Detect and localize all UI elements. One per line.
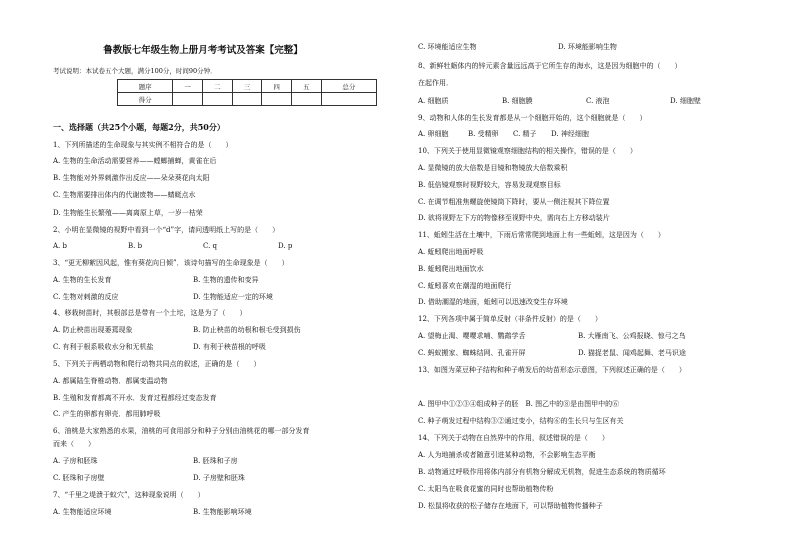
question-4-option-a: A. 防止秧苗出现萎蔫现象	[53, 326, 133, 334]
score-table-header: 题序	[118, 80, 173, 93]
question-8-option-d: D. 细胞壁	[670, 97, 701, 105]
question-6-option-d: D. 子房壁和胚珠	[193, 474, 245, 482]
question-14-option-a: A. 人为地捕杀或者随意引进某种动物，不会影响生态平衡	[418, 451, 596, 459]
question-1-option-d: D. 生物能生长繁殖——离离原上草，一岁一枯荣	[53, 209, 203, 217]
question-9-option-c: C. 精子	[513, 130, 537, 138]
question-12-option-c: C. 蚂蚁搬家、蜘蛛结网、孔雀开屏	[418, 349, 526, 357]
question-5-option-a: A. 都属陆生脊椎动物．都属变温动物	[53, 377, 168, 385]
question-7: 7、“千里之堤溃于蚁穴”，这种现象说明（ ）	[53, 491, 205, 499]
score-table-header: 二	[203, 80, 233, 93]
question-12-option-a: A. 望梅止渴、嘤嘤求哺、鹦鹉学舌	[418, 332, 526, 340]
question-4-options-ab	[53, 326, 393, 335]
question-6-option-a: A. 子房和胚珠	[53, 457, 98, 465]
question-1-option-a: A. 生物的生命活动需要营养——螳螂捕蝉，黄雀在后	[53, 157, 217, 165]
question-7-option-a: A. 生物能适应环境	[53, 508, 112, 516]
question-3-options-cd	[53, 293, 393, 302]
question-14-option-b: B. 动物通过呼吸作用将体内部分有机物分解成无机物，促进生态系统的物质循环	[418, 468, 666, 476]
question-13-option-a: A. 图甲中①②③④组成种子的胚 B. 图乙中的⑧是由图甲中的⑥	[418, 400, 620, 408]
question-7-option-c: C. 环境能适应生物	[418, 43, 477, 51]
question-3-options-ab	[53, 276, 393, 285]
question-14-option-c: C. 太阳鸟在吸食花蜜的同时也帮助植物传粉	[418, 485, 554, 493]
question-3-option-c: C. 生物对刺激的反应	[53, 293, 119, 301]
question-9: 9、动物和人体的生长发育都是从一个细胞开始的，这个细胞就是（ ）	[418, 114, 647, 122]
score-table-header-row	[118, 80, 377, 93]
score-cell	[262, 93, 292, 106]
question-8: 8、新鲜牡蛎体内的锌元素含量远远高于它所生存的海水，这是因为细胞中的（ ）	[418, 62, 682, 70]
question-10: 10、下列关于使用显微镜观察细胞结构的相关操作，错误的是（ ）	[418, 147, 637, 155]
score-table-header: 五	[291, 80, 321, 93]
question-11-option-d: D. 借助潮湿的地面，蚯蚓可以迅速改变生存环境	[418, 298, 568, 306]
score-table-score-row	[118, 93, 377, 106]
question-11-option-b: B. 蚯蚓爬出地面饮水	[418, 265, 484, 273]
question-9-option-a: A. 卵细胞	[418, 130, 449, 138]
page-title: 鲁教版七年级生物上册月考考试及答案【完整】	[103, 45, 303, 56]
question-4-option-c: C. 有利于根系吸收水分和无机盐	[53, 343, 154, 351]
question-8-options	[418, 97, 758, 106]
question-2-option-b: B. b	[128, 242, 143, 250]
question-7-options-ab	[53, 508, 393, 517]
score-cell	[203, 93, 233, 106]
question-1-option-b: B. 生物能对外界刺激作出反应——朵朵葵花向太阳	[53, 174, 210, 182]
question-6-options-ab	[53, 457, 393, 466]
question-5: 5、下列关于两栖动物和爬行动物共同点的叙述，正确的是（ ）	[53, 360, 261, 368]
score-table	[117, 79, 377, 106]
question-4-option-d: D. 有利于秧苗根的呼吸	[193, 343, 266, 351]
question-10-option-a: A. 显微镜的放大倍数是目镜和物镜放大倍数乘积	[418, 164, 568, 172]
score-table-header: 总分	[321, 80, 376, 93]
question-4: 4、移栽树苗时，其根部总是带有一个土坨，这是为了（ ）	[53, 309, 247, 317]
question-11-option-c: C. 蚯蚓喜欢在潮湿的地面爬行	[418, 282, 512, 290]
question-4-options-cd	[53, 343, 393, 352]
score-table-header: 四	[262, 80, 292, 93]
question-7-option-b: B. 生物能影响环境	[193, 508, 252, 516]
question-14-option-d: D. 松鼠将收获的松子储存在地面下，可以帮助植物传播种子	[418, 502, 603, 510]
question-6-option-c: C. 胚珠和子房壁	[53, 474, 105, 482]
question-8-option-a: A. 细胞质	[418, 97, 449, 105]
question-1-option-c: C. 生物需要排出体内的代谢废物——蜻蜓点水	[53, 191, 196, 199]
score-cell	[232, 93, 262, 106]
question-11: 11、蚯蚓生活在土壤中，下雨后常常爬到地面上有一些蚯蚓，这是因为（ ）	[418, 231, 665, 239]
question-11-option-a: A. 蚯蚓爬出地面呼吸	[418, 248, 484, 256]
question-7-options-cd	[418, 43, 758, 52]
exam-note: 考试说明：本试卷五个大题，满分100分，时间90分钟．	[53, 67, 217, 75]
question-2-option-c: C. q	[203, 242, 218, 250]
question-4-option-b: B. 防止秧苗的幼根和根毛受到损伤	[193, 326, 301, 334]
section-heading: 一、选择题（共25个小题，每题2分，共50分）	[53, 122, 225, 132]
question-13: 13、如图为菜豆种子结构和种子萌发后的幼苗形态示意图，下列叙述正确的是（ ）	[418, 366, 686, 374]
question-10-option-d: D. 欲将视野左下方的物像移至视野中央，需向右上方移动装片	[418, 214, 610, 222]
question-6: 6、油桃是大家熟悉的水果，油桃的可食用部分和种子分别由油桃花的哪一部分发育	[53, 427, 310, 435]
question-8-continued: 在起作用．	[418, 79, 453, 87]
question-9-option-b: B. 受精卵	[468, 130, 499, 138]
score-table-header: 三	[232, 80, 262, 93]
question-12-options-cd	[418, 349, 758, 358]
question-3-option-a: A. 生物的生长发育	[53, 276, 112, 284]
question-10-option-c: C. 在调节粗准焦螺旋使镜筒下降时，要从一侧注视其下降位置	[418, 198, 610, 206]
question-3: 3、“更无柳絮因风起，惟有葵花向日倾”．该诗句描写的生命现象是（ ）	[53, 259, 289, 267]
question-12: 12、下列各项中属于简单反射（非条件反射）的是（ ）	[418, 315, 602, 323]
question-10-option-b: B. 低倍镜观察时视野较大，容易发现观察目标	[418, 181, 561, 189]
question-3-option-b: B. 生物的遗传和变异	[193, 276, 259, 284]
question-8-option-c: C. 液泡	[586, 97, 610, 105]
score-table-row-label: 得分	[118, 93, 173, 106]
question-9-option-d: D. 神经细胞	[551, 130, 589, 138]
question-7-option-d: D. 环境能影响生物	[558, 43, 617, 51]
question-5-option-c: C. 产生的卵都有卵壳．都用肺呼吸	[53, 410, 161, 418]
score-table-header: 一	[173, 80, 203, 93]
question-3-option-d: D. 生物能适应一定的环境	[193, 293, 273, 301]
score-cell	[173, 93, 203, 106]
question-2-option-a: A. b	[53, 242, 67, 250]
score-cell	[291, 93, 321, 106]
question-1: 1、下列所描述的生命现象与其实例不相符合的是（ ）	[53, 141, 233, 149]
question-8-option-b: B. 细胞膜	[502, 97, 533, 105]
question-2-option-d: D. p	[278, 242, 293, 250]
question-5-option-b: B. 生殖和发育都离不开水．发育过程都经过变态发育	[53, 394, 217, 402]
question-2-options	[53, 242, 393, 251]
question-6-options-cd	[53, 474, 393, 483]
question-12-option-b: B. 大雁南飞、公鸡报晓、惊弓之鸟	[578, 332, 686, 340]
question-9-options	[418, 130, 758, 139]
question-13-option-c: C. 种子萌发过程中结构③②通过变小，结构⑥的生长只与生区有关	[418, 417, 624, 425]
question-2: 2、小明在显微镜的视野中看到一个“d”字，请问透明纸上写的是（ ）	[53, 226, 280, 234]
question-12-options-ab	[418, 332, 758, 341]
score-cell	[321, 93, 376, 106]
question-6-continued: 而来（ ）	[53, 440, 95, 448]
question-14: 14、下列关于动物在自然界中的作用，叙述错误的是（ ）	[418, 434, 609, 442]
question-12-option-d: D. 猫捉老鼠、闻鸡起舞、老马识途	[578, 349, 686, 357]
question-6-option-b: B. 胚珠和子房	[193, 457, 238, 465]
